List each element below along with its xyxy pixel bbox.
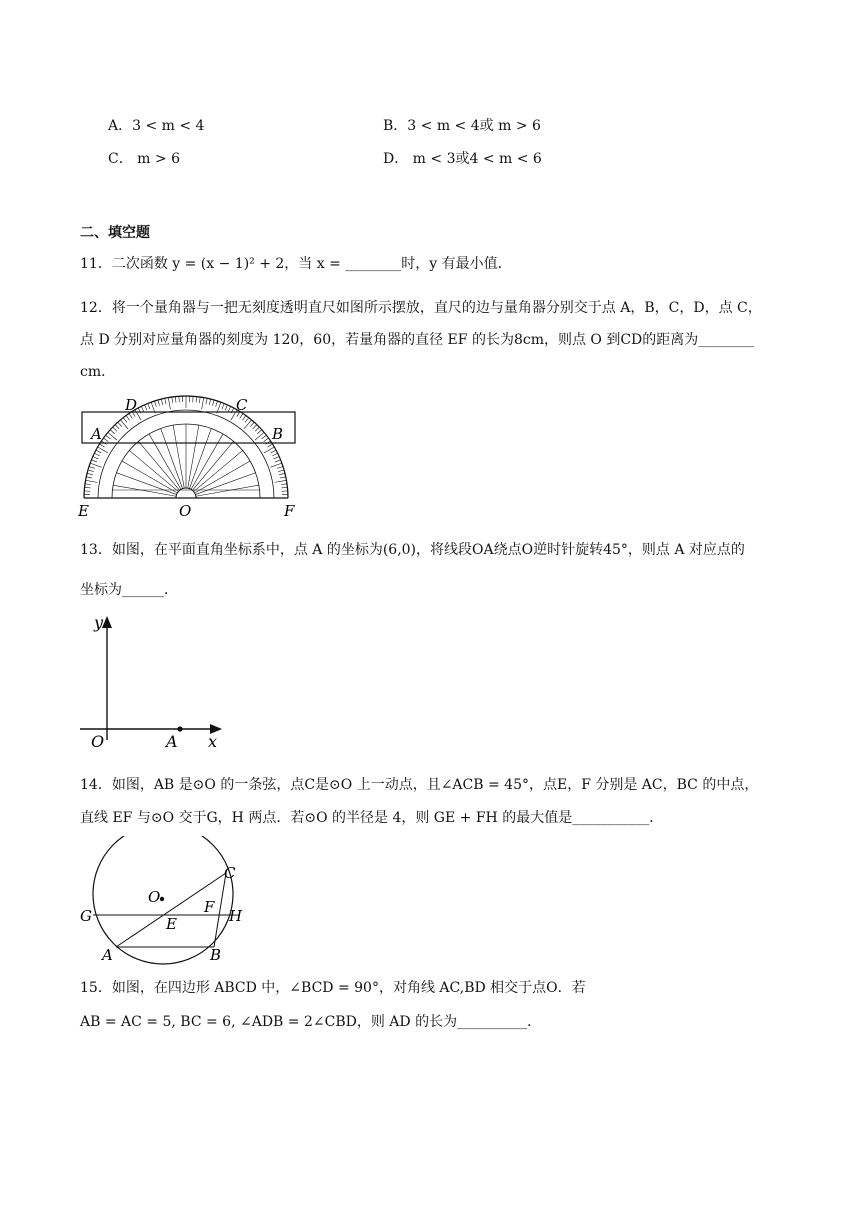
question-14-line1: 14．如图，AB 是⊙O 的一条弦，点C是⊙O 上一动点，且∠ACB = 45°，点E，F 分别是 AC，BC 的中点， xyxy=(80,777,759,793)
label-b: B xyxy=(272,425,284,443)
label-e: E xyxy=(78,502,89,520)
protractor-tick xyxy=(89,466,95,468)
protractor-tick xyxy=(175,397,176,403)
option-a: A．3 < m < 4 xyxy=(108,118,205,134)
label-o: O xyxy=(148,888,161,906)
protractor-tick xyxy=(118,422,122,426)
protractor-tick xyxy=(245,418,249,423)
question-12-line1: 12．将一个量角器与一把无刻度透明直尺如图所示摆放，直尺的边与量角器分别交于点 A，B，C，D，点 C， xyxy=(80,300,762,316)
label-b: B xyxy=(210,946,222,964)
protractor-tick xyxy=(281,487,287,488)
protractor-tick xyxy=(279,473,285,474)
protractor-tick xyxy=(257,430,261,434)
protractor-tick xyxy=(110,430,114,434)
question-12-line2: 点 D 分别对应量角器的刻度为 120，60，若量角器的直径 EF 的长为8cm，则点 O 到CD的距离为________ xyxy=(80,332,755,348)
protractor-tick xyxy=(225,405,227,410)
protractor-tick xyxy=(126,415,130,420)
protractor-tick xyxy=(94,453,99,456)
question-15-line1: 15．如图，在四边形 ABCD 中，∠BCD = 90°，对角线 AC,BD 相交于点O．若 xyxy=(80,980,586,996)
protractor-figure xyxy=(76,390,306,520)
protractor-tick xyxy=(108,432,117,440)
protractor-tick xyxy=(87,473,93,474)
protractor-tick xyxy=(123,418,127,423)
option-c: C． m > 6 xyxy=(108,151,180,167)
protractor-tick xyxy=(91,460,97,462)
label-o: O xyxy=(179,502,192,520)
label-a: A xyxy=(91,425,102,443)
protractor-tick xyxy=(120,420,128,429)
label-y-axis: y xyxy=(94,613,104,632)
protractor-tick xyxy=(85,484,91,485)
protractor-tick xyxy=(222,403,224,409)
label-c: C xyxy=(224,864,236,882)
protractor-tick xyxy=(262,435,267,439)
protractor-tick xyxy=(209,399,210,405)
protractor-tick xyxy=(206,398,207,404)
protractor-tick xyxy=(85,487,91,488)
question-14-line2: 直线 EF 与⊙O 交于G，H 两点．若⊙O 的半径是 4，则 GE + FH 的最大值是___________． xyxy=(80,810,664,826)
section-title-fill-in: 二、填空题 xyxy=(80,225,150,241)
protractor-tick xyxy=(280,477,286,478)
protractor-tick xyxy=(161,399,162,405)
question-13-line2: 坐标为______． xyxy=(80,582,178,598)
protractor-tick xyxy=(250,422,254,426)
protractor-tick xyxy=(86,477,92,478)
protractor-tick xyxy=(275,460,281,462)
label-d: D xyxy=(125,396,138,414)
coordinate-axes-figure xyxy=(76,610,236,755)
option-b: B．3 < m < 4或 m > 6 xyxy=(383,118,541,134)
protractor-tick xyxy=(277,466,283,468)
protractor-tick xyxy=(103,438,108,442)
protractor-tick xyxy=(106,435,111,439)
protractor-tick xyxy=(202,398,204,410)
protractor-tick xyxy=(274,457,279,459)
label-f: F xyxy=(204,898,215,916)
label-origin: O xyxy=(91,732,105,751)
protractor-tick xyxy=(255,427,259,431)
protractor-tick xyxy=(168,398,170,410)
protractor-tick xyxy=(113,427,117,431)
question-13-line1: 13．如图，在平面直角坐标系中，点 A 的坐标为(6,0)，将线段OA绕点O逆时针旋转45°，则点 A 对应点的 xyxy=(80,542,745,558)
protractor-tick xyxy=(196,397,197,403)
protractor-tick xyxy=(212,400,214,406)
protractor-tick xyxy=(242,415,246,420)
protractor-tick xyxy=(253,425,257,429)
label-h: H xyxy=(229,907,243,925)
label-f: F xyxy=(284,502,295,520)
protractor-tick xyxy=(267,444,272,447)
circle-figure xyxy=(76,836,266,966)
protractor-tick xyxy=(148,403,150,409)
protractor-tick xyxy=(88,470,94,472)
protractor-tick xyxy=(255,432,264,440)
label-g: G xyxy=(80,907,92,925)
protractor-tick xyxy=(264,438,269,442)
protractor-tick xyxy=(86,480,98,482)
protractor-tick xyxy=(93,457,98,459)
protractor-tick xyxy=(240,413,243,418)
protractor-tick xyxy=(199,397,200,403)
protractor-tick xyxy=(216,401,218,407)
protractor-tick xyxy=(115,425,119,429)
protractor-tick xyxy=(172,397,173,403)
protractor-tick xyxy=(272,453,277,456)
protractor-tick xyxy=(228,406,231,411)
label-e: E xyxy=(166,915,177,933)
protractor-tick xyxy=(271,450,276,453)
label-x-axis: x xyxy=(208,732,218,751)
question-11: 11．二次函数 y = (x − 1)² + 2，当 x = ________时，y 有最小值． xyxy=(80,256,512,272)
protractor-tick xyxy=(145,405,147,410)
protractor-tick xyxy=(244,420,252,429)
protractor-tick xyxy=(90,463,101,467)
option-d: D． m < 3或4 < m < 6 xyxy=(383,151,542,167)
protractor-tick xyxy=(99,444,104,447)
protractor-tick xyxy=(96,450,101,453)
question-12-line3: cm． xyxy=(80,364,116,380)
protractor-tick xyxy=(129,413,132,418)
protractor-tick xyxy=(165,398,166,404)
label-c: C xyxy=(236,396,248,414)
label-a: A xyxy=(102,946,113,964)
protractor-tick xyxy=(275,480,287,482)
protractor-tick xyxy=(154,401,156,407)
protractor-tick xyxy=(158,400,160,406)
protractor-tick xyxy=(281,484,287,485)
label-point-a: A xyxy=(166,732,178,751)
protractor-tick xyxy=(271,463,282,467)
protractor-tick xyxy=(278,470,284,472)
question-15-line2: AB = AC = 5, BC = 6, ∠ADB = 2∠CBD，则 AD 的长为__________． xyxy=(80,1014,542,1030)
protractor-tick xyxy=(141,406,144,411)
